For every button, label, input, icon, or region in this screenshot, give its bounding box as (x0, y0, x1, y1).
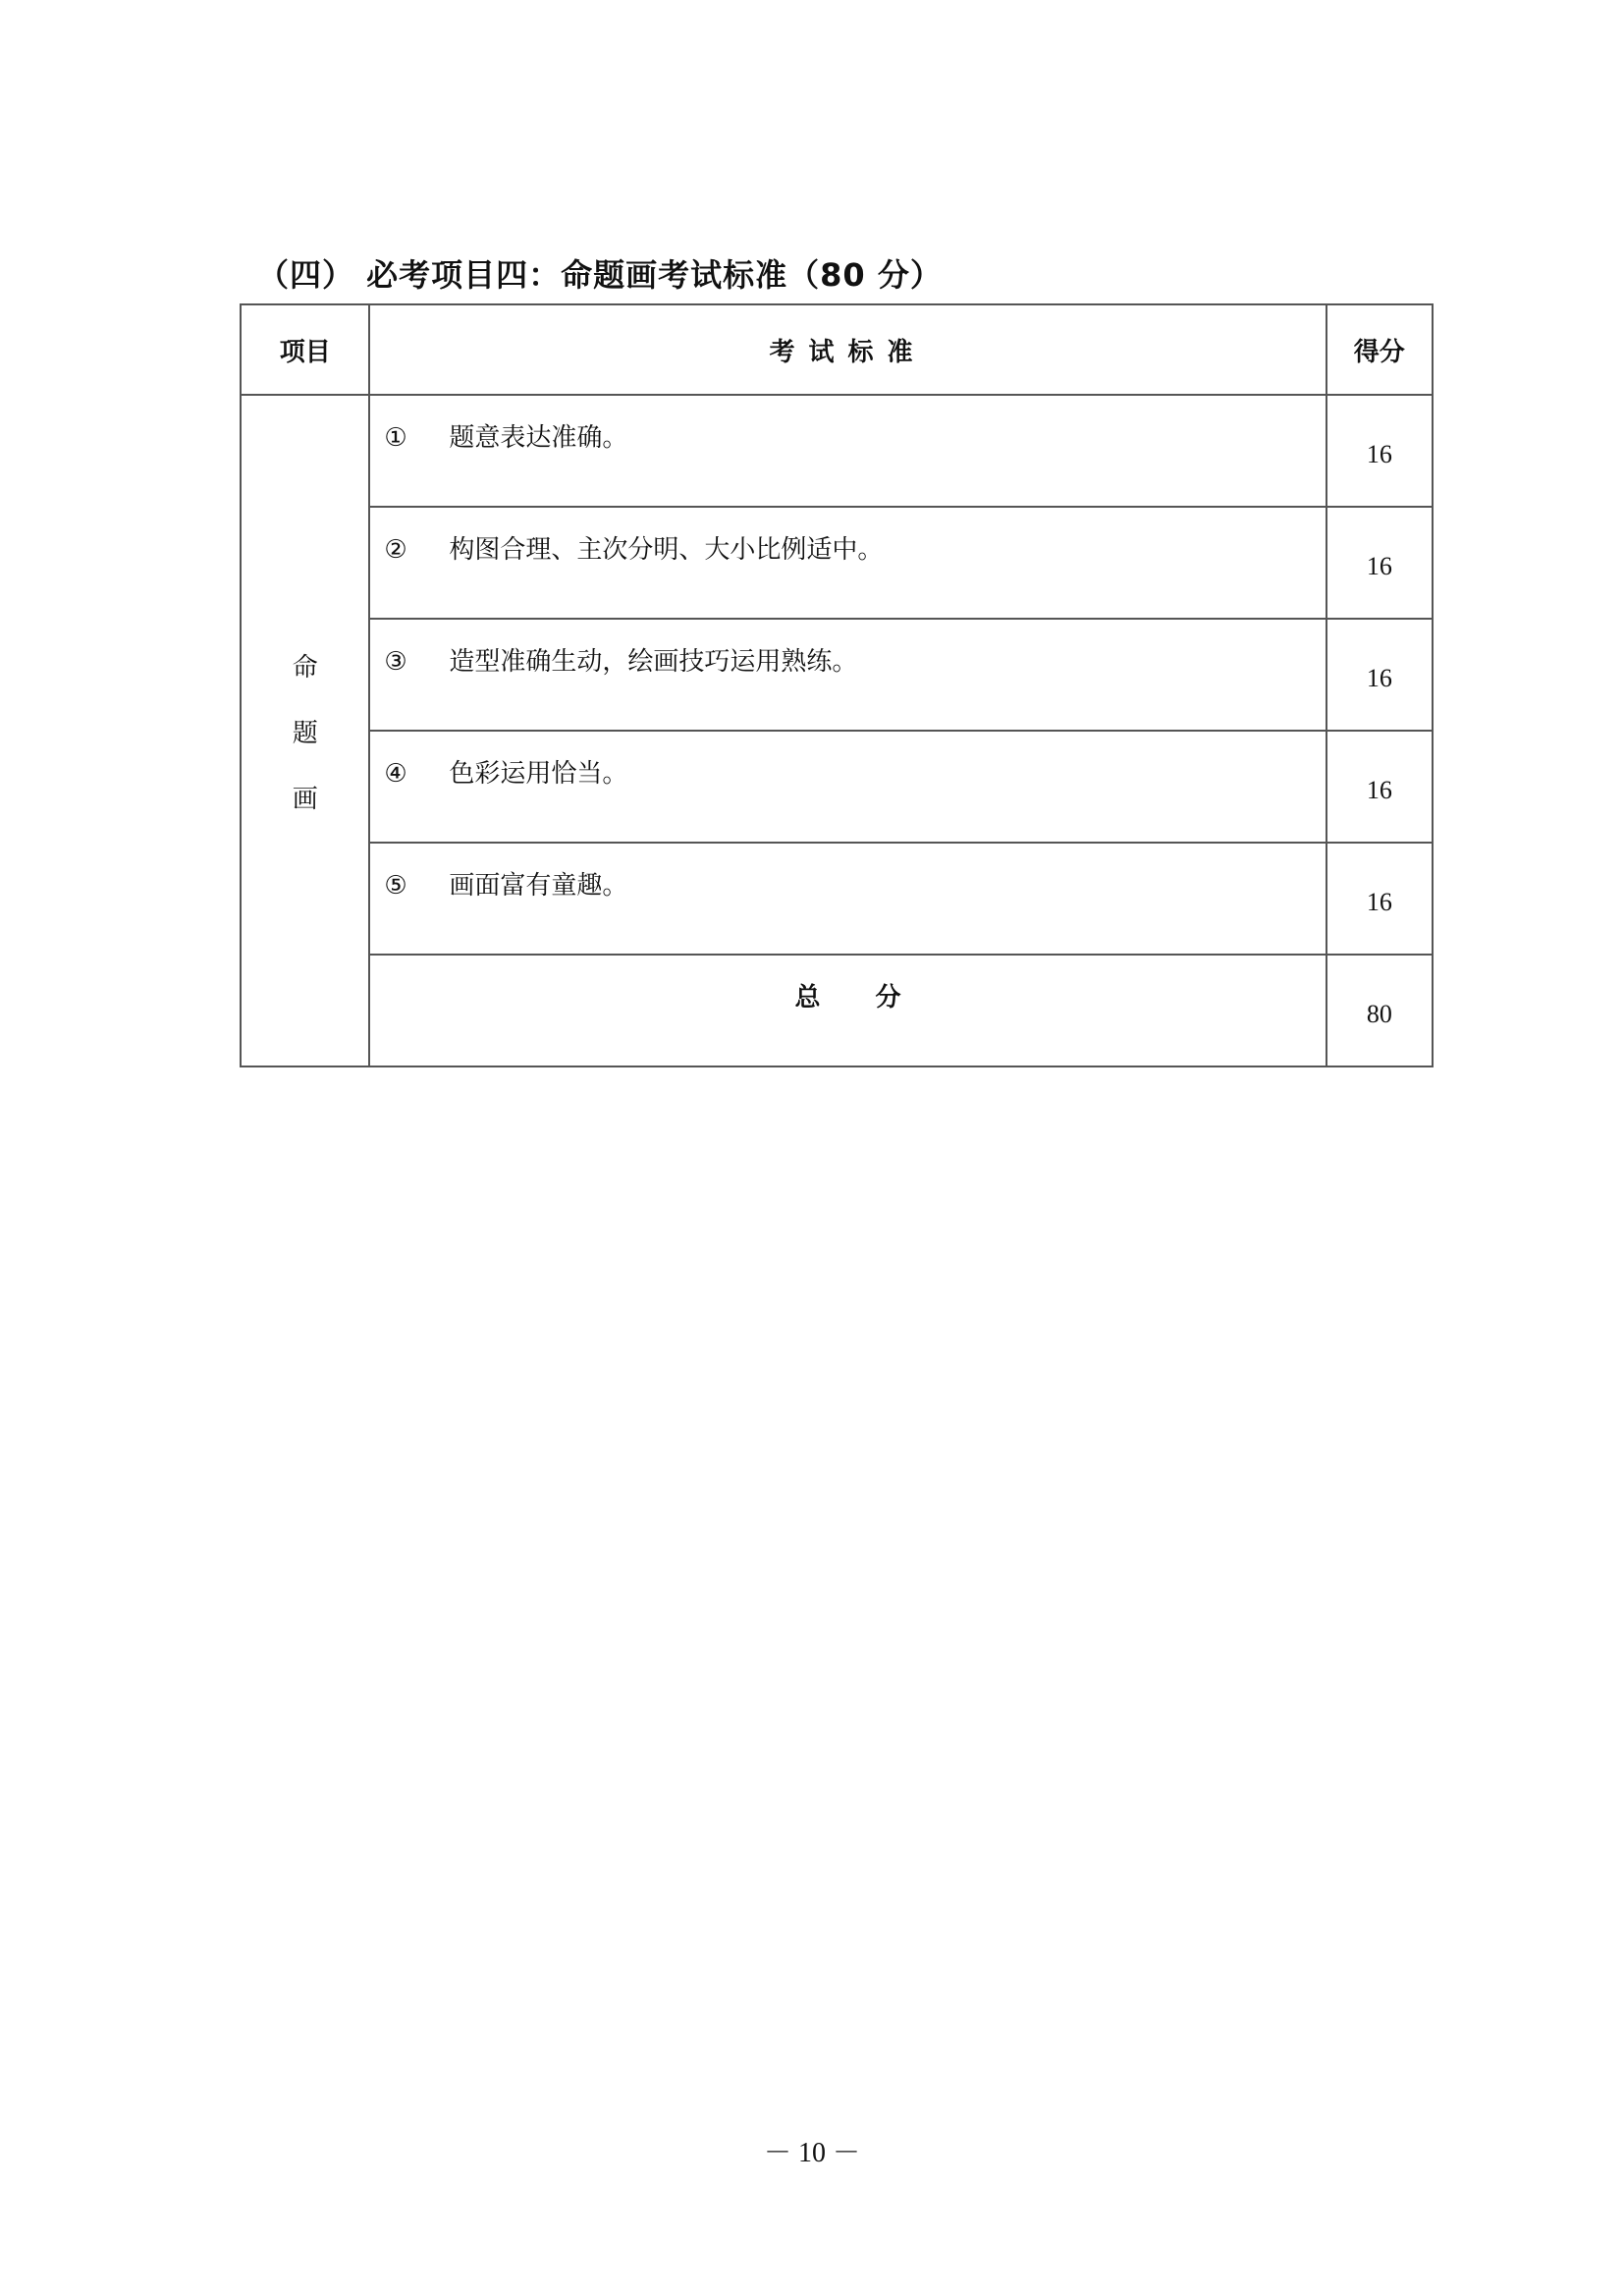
table-row (241, 395, 1433, 507)
total-row (241, 955, 1433, 1066)
standard-text: 构图合理、主次分明、大小比例适中。 (449, 535, 884, 565)
standard-cell (369, 731, 1326, 843)
item-char: 命 (292, 652, 318, 683)
table-row (241, 619, 1433, 731)
section-heading: （四） 必考项目四：命题画考试标准（80 分） (257, 256, 943, 294)
total-label (369, 955, 1326, 1066)
item-marker: ⑤ (384, 871, 407, 901)
standard-text: 造型准确生动，绘画技巧运用熟练。 (449, 647, 858, 677)
total-label-char: 总 (794, 983, 821, 1012)
table-row (241, 731, 1433, 843)
item-marker: ④ (384, 759, 407, 789)
item-marker: ① (384, 423, 407, 453)
total-label-char: 分 (875, 983, 901, 1012)
score-cell: 16 (1326, 507, 1433, 619)
standard-cell (369, 507, 1326, 619)
header-standard: 考试标准 (369, 304, 1326, 395)
table-row (241, 507, 1433, 619)
page-number: － 10 － (763, 2138, 860, 2168)
item-name-vertical (293, 647, 318, 815)
item-name-cell (241, 395, 369, 1066)
item-marker: ② (384, 535, 407, 565)
score-cell: 16 (1326, 395, 1433, 507)
header-score: 得分 (1326, 304, 1433, 395)
score-cell: 16 (1326, 843, 1433, 955)
exam-criteria-table (240, 303, 1434, 1067)
header-item: 项目 (241, 304, 369, 395)
total-score: 80 (1326, 955, 1433, 1066)
table-row (241, 843, 1433, 955)
score-cell: 16 (1326, 731, 1433, 843)
standard-text: 题意表达准确。 (449, 423, 628, 453)
table-header-row (241, 304, 1433, 395)
item-marker: ③ (384, 647, 407, 677)
item-char: 画 (292, 784, 318, 814)
item-char: 题 (292, 718, 318, 748)
standard-text: 色彩运用恰当。 (449, 759, 628, 789)
standard-text: 画面富有童趣。 (449, 871, 628, 901)
standard-cell (369, 619, 1326, 731)
standard-cell (369, 395, 1326, 507)
score-cell: 16 (1326, 619, 1433, 731)
standard-cell (369, 843, 1326, 955)
